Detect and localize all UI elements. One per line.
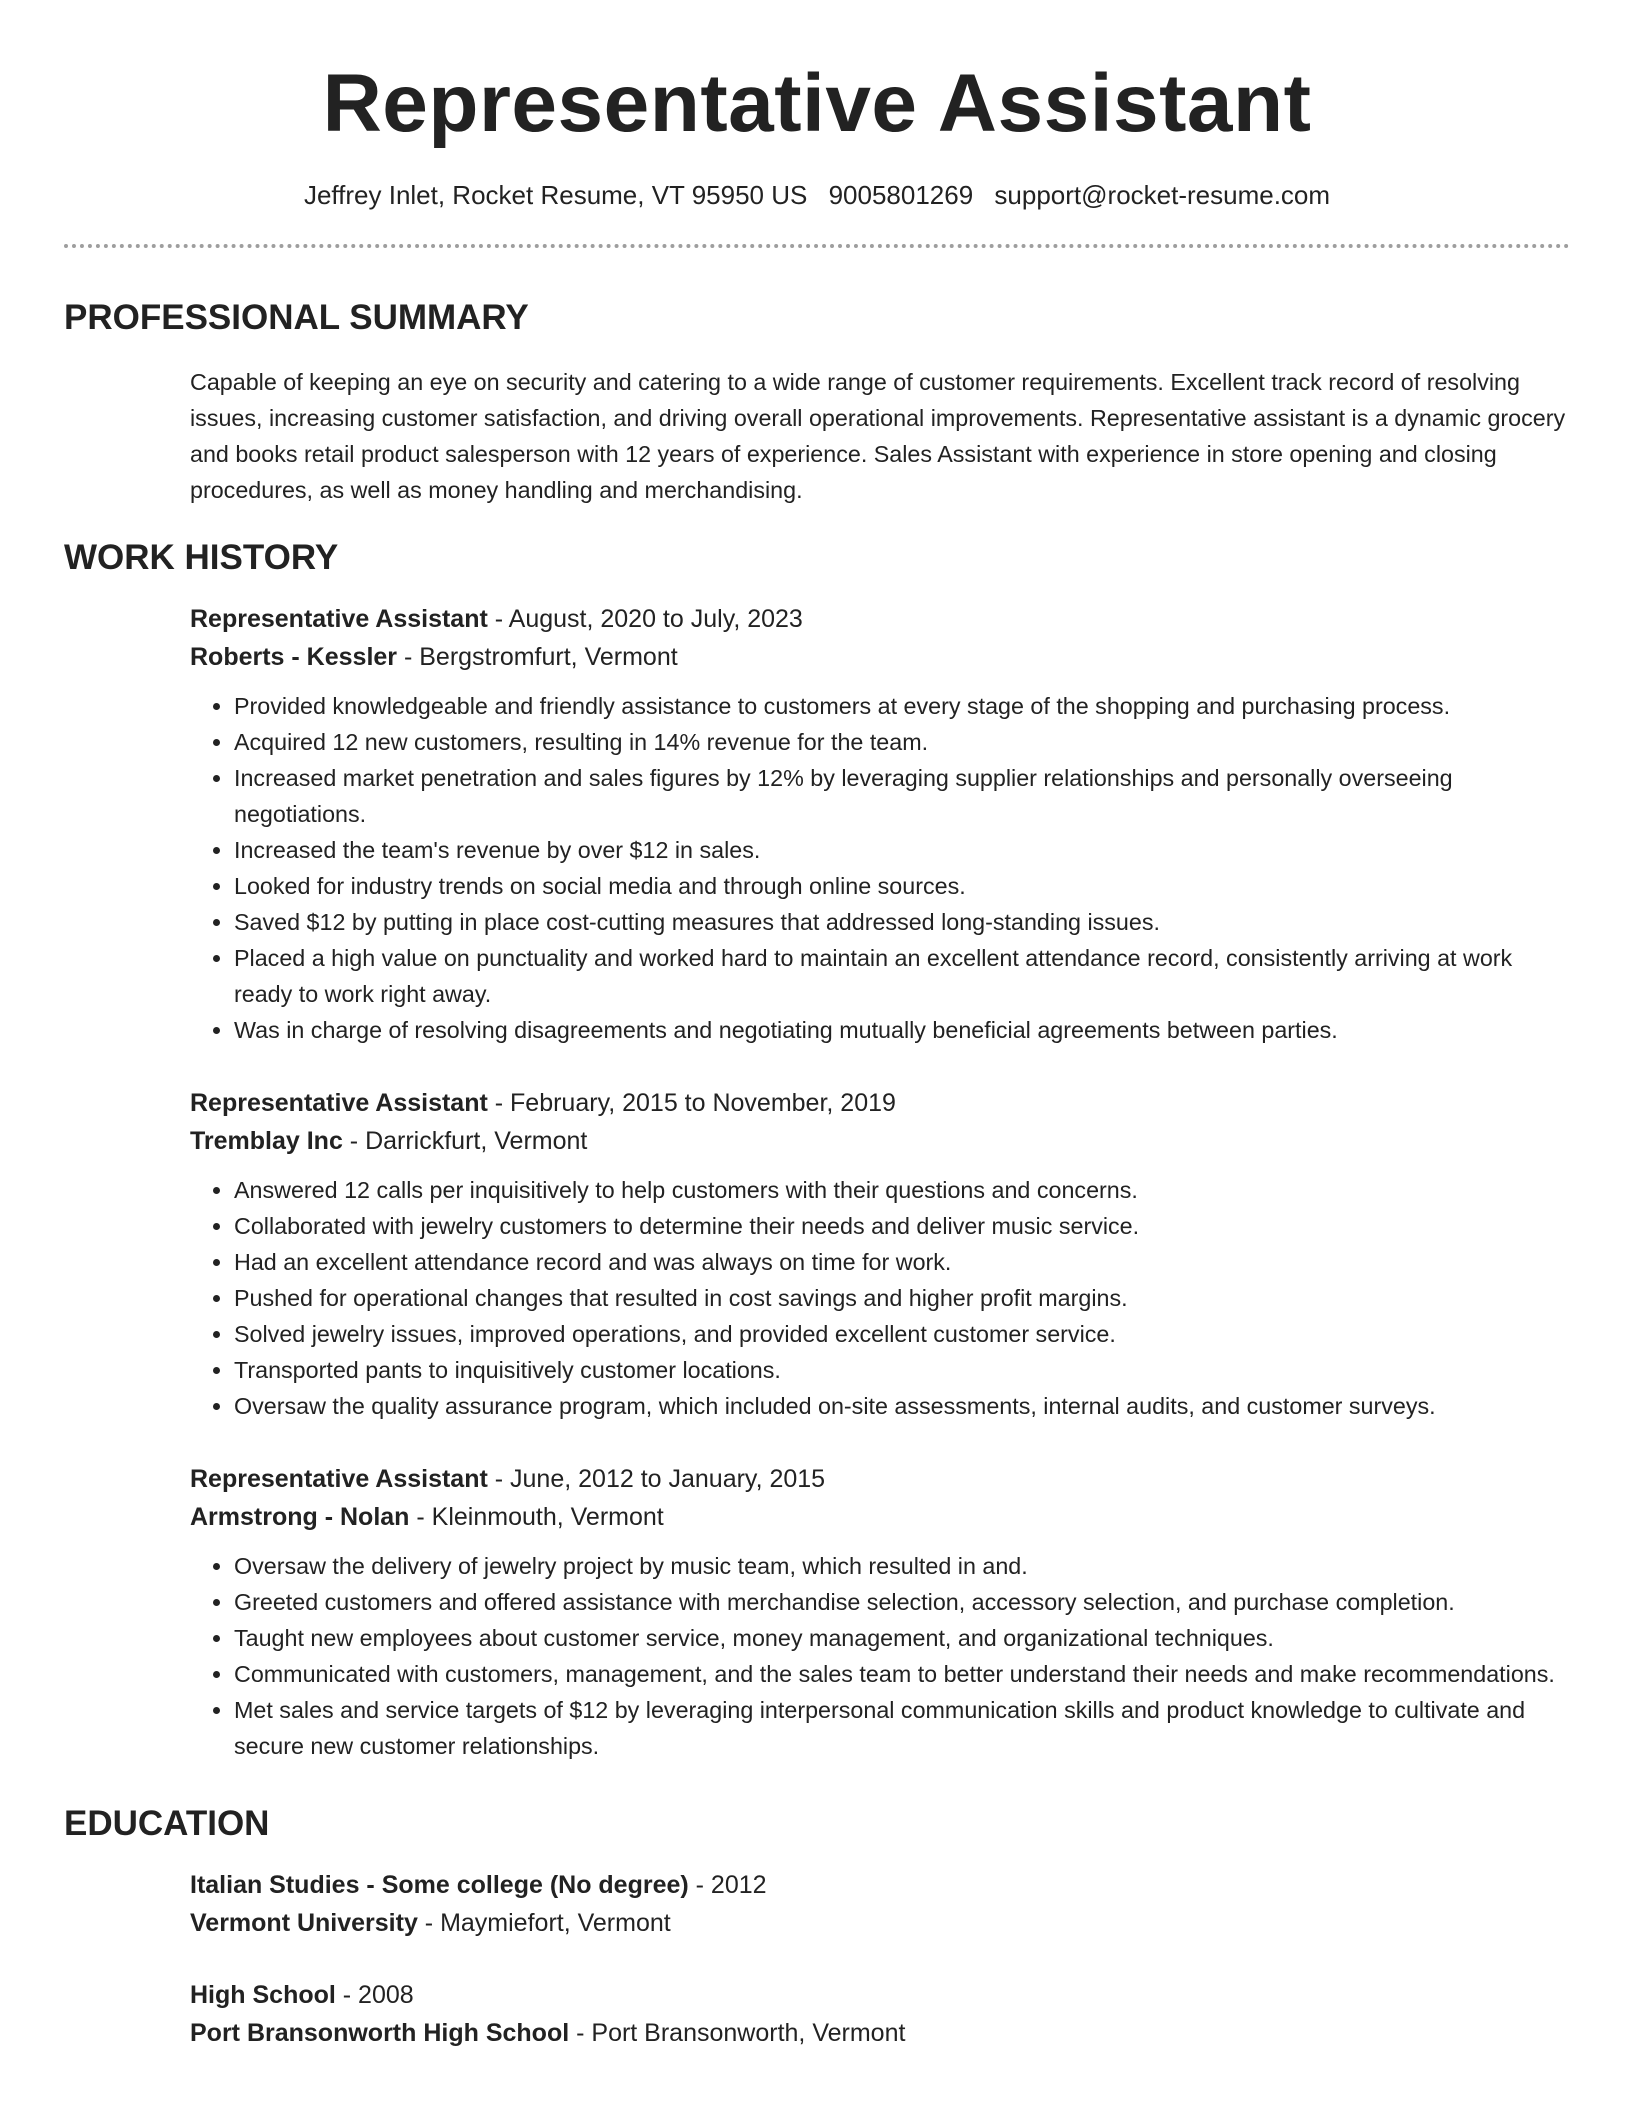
job-bullet: • Provided knowledgeable and friendly assistance to customers at every stage of the shopping and purchasing process. xyxy=(234,688,1570,724)
summary-heading: PROFESSIONAL SUMMARY xyxy=(64,298,529,337)
education-section xyxy=(190,1866,1570,2052)
job-bullets xyxy=(190,1172,1570,1424)
resume-page xyxy=(64,0,1570,2052)
contact-phone: 9005801269 xyxy=(828,180,974,210)
job-bullet: • Looked for industry trends on social media and through online sources. xyxy=(234,868,1570,904)
education-heading: EDUCATION xyxy=(64,1804,270,1843)
job-entry xyxy=(190,1084,1570,1424)
job-company-line xyxy=(190,1498,1570,1536)
job-bullet: • Increased the team's revenue by over $12 in sales. xyxy=(234,832,1570,868)
education-school-line xyxy=(190,1904,1570,1942)
job-bullet: • Transported pants to inquisitively customer locations. xyxy=(234,1352,1570,1388)
education-school: Port Bransonworth High School xyxy=(190,2019,570,2047)
job-location: - Kleinmouth, Vermont xyxy=(409,1503,664,1531)
work-history-heading: WORK HISTORY xyxy=(64,538,339,577)
summary-section xyxy=(190,364,1570,508)
education-entry xyxy=(190,1976,1570,2052)
job-entry xyxy=(190,1460,1570,1764)
education-degree: Italian Studies - Some college (No degree) xyxy=(190,1871,689,1899)
education-location: - Port Bransonworth, Vermont xyxy=(569,2019,906,2047)
job-bullet: • Greeted customers and offered assistance with merchandise selection, accessory selection, and purchase completion. xyxy=(234,1584,1570,1620)
education-year: - 2008 xyxy=(335,1981,414,2009)
job-bullet: • Acquired 12 new customers, resulting in 14% revenue for the team. xyxy=(234,724,1570,760)
job-company: Tremblay Inc xyxy=(190,1127,343,1155)
job-dates: - August, 2020 to July, 2023 xyxy=(487,605,803,633)
job-title-line xyxy=(190,1084,1570,1122)
job-role: Representative Assistant xyxy=(190,1089,488,1117)
job-company-line xyxy=(190,1122,1570,1160)
job-location: - Darrickfurt, Vermont xyxy=(342,1127,588,1155)
education-entry xyxy=(190,1866,1570,1942)
summary-text: Capable of keeping an eye on security and catering to a wide range of customer requirements. Excellent track record of resolving issues, increasing customer satisfaction, and driving overall operational improvements. Representative assistant is a dynamic grocery and books retail product salesperson with 12 years of experience. Sales Assistant with experience in store opening and closing procedures, as well as money handling and merchandising. xyxy=(190,369,1566,503)
job-bullet: • Increased market penetration and sales figures by 12% by leveraging supplier relationships and personally overseeing negotiations. xyxy=(234,760,1570,832)
resume-name: Representative Assistant xyxy=(322,58,1312,149)
contact-address: Jeffrey Inlet, Rocket Resume, VT 95950 US xyxy=(303,180,808,210)
contact-line xyxy=(64,178,1570,212)
job-bullet: • Communicated with customers, management, and the sales team to better understand their needs and make recommendations. xyxy=(234,1656,1570,1692)
job-bullet: • Saved $12 by putting in place cost-cutting measures that addressed long-standing issues. xyxy=(234,904,1570,940)
job-location: - Bergstromfurt, Vermont xyxy=(397,643,678,671)
job-bullet: • Had an excellent attendance record and was always on time for work. xyxy=(234,1244,1570,1280)
job-dates: - February, 2015 to November, 2019 xyxy=(487,1089,896,1117)
education-school: Vermont University xyxy=(190,1909,418,1937)
job-bullet: • Taught new employees about customer service, money management, and organizational techniques. xyxy=(234,1620,1570,1656)
job-bullet: • Answered 12 calls per inquisitively to help customers with their questions and concerns. xyxy=(234,1172,1570,1208)
education-location: - Maymiefort, Vermont xyxy=(417,1909,671,1937)
job-company: Armstrong - Nolan xyxy=(190,1503,410,1531)
job-bullet: • Collaborated with jewelry customers to determine their needs and deliver music service. xyxy=(234,1208,1570,1244)
job-bullet: • Met sales and service targets of $12 by leveraging interpersonal communication skills and product knowledge to cultivate and secure new customer relationships. xyxy=(234,1692,1570,1764)
job-bullet: • Oversaw the quality assurance program, which included on-site assessments, internal audits, and customer surveys. xyxy=(234,1388,1570,1424)
job-bullets xyxy=(190,1548,1570,1764)
job-title-line xyxy=(190,600,1570,638)
work-history-section xyxy=(190,600,1570,1764)
job-bullet: • Was in charge of resolving disagreements and negotiating mutually beneficial agreements between parties. xyxy=(234,1012,1570,1048)
education-school-line xyxy=(190,2014,1570,2052)
education-degree-line xyxy=(190,1976,1570,2014)
job-bullets xyxy=(190,688,1570,1048)
job-bullet: • Oversaw the delivery of jewelry project by music team, which resulted in and. xyxy=(234,1548,1570,1584)
job-bullet: • Solved jewelry issues, improved operations, and provided excellent customer service. xyxy=(234,1316,1570,1352)
job-role: Representative Assistant xyxy=(190,1465,488,1493)
contact-email: support@rocket-resume.com xyxy=(994,180,1331,210)
job-role: Representative Assistant xyxy=(190,605,488,633)
job-company: Roberts - Kessler xyxy=(190,643,398,671)
job-company-line xyxy=(190,638,1570,676)
job-bullet: • Placed a high value on punctuality and worked hard to maintain an excellent attendance record, consistently arriving at work ready to work right away. xyxy=(234,940,1570,1012)
job-entry xyxy=(190,600,1570,1048)
education-year: - 2012 xyxy=(688,1871,767,1899)
job-title-line xyxy=(190,1460,1570,1498)
header-divider xyxy=(64,244,1570,248)
job-bullet: • Pushed for operational changes that resulted in cost savings and higher profit margins. xyxy=(234,1280,1570,1316)
job-dates: - June, 2012 to January, 2015 xyxy=(487,1465,826,1493)
education-degree: High School xyxy=(190,1981,336,2009)
education-degree-line xyxy=(190,1866,1570,1904)
